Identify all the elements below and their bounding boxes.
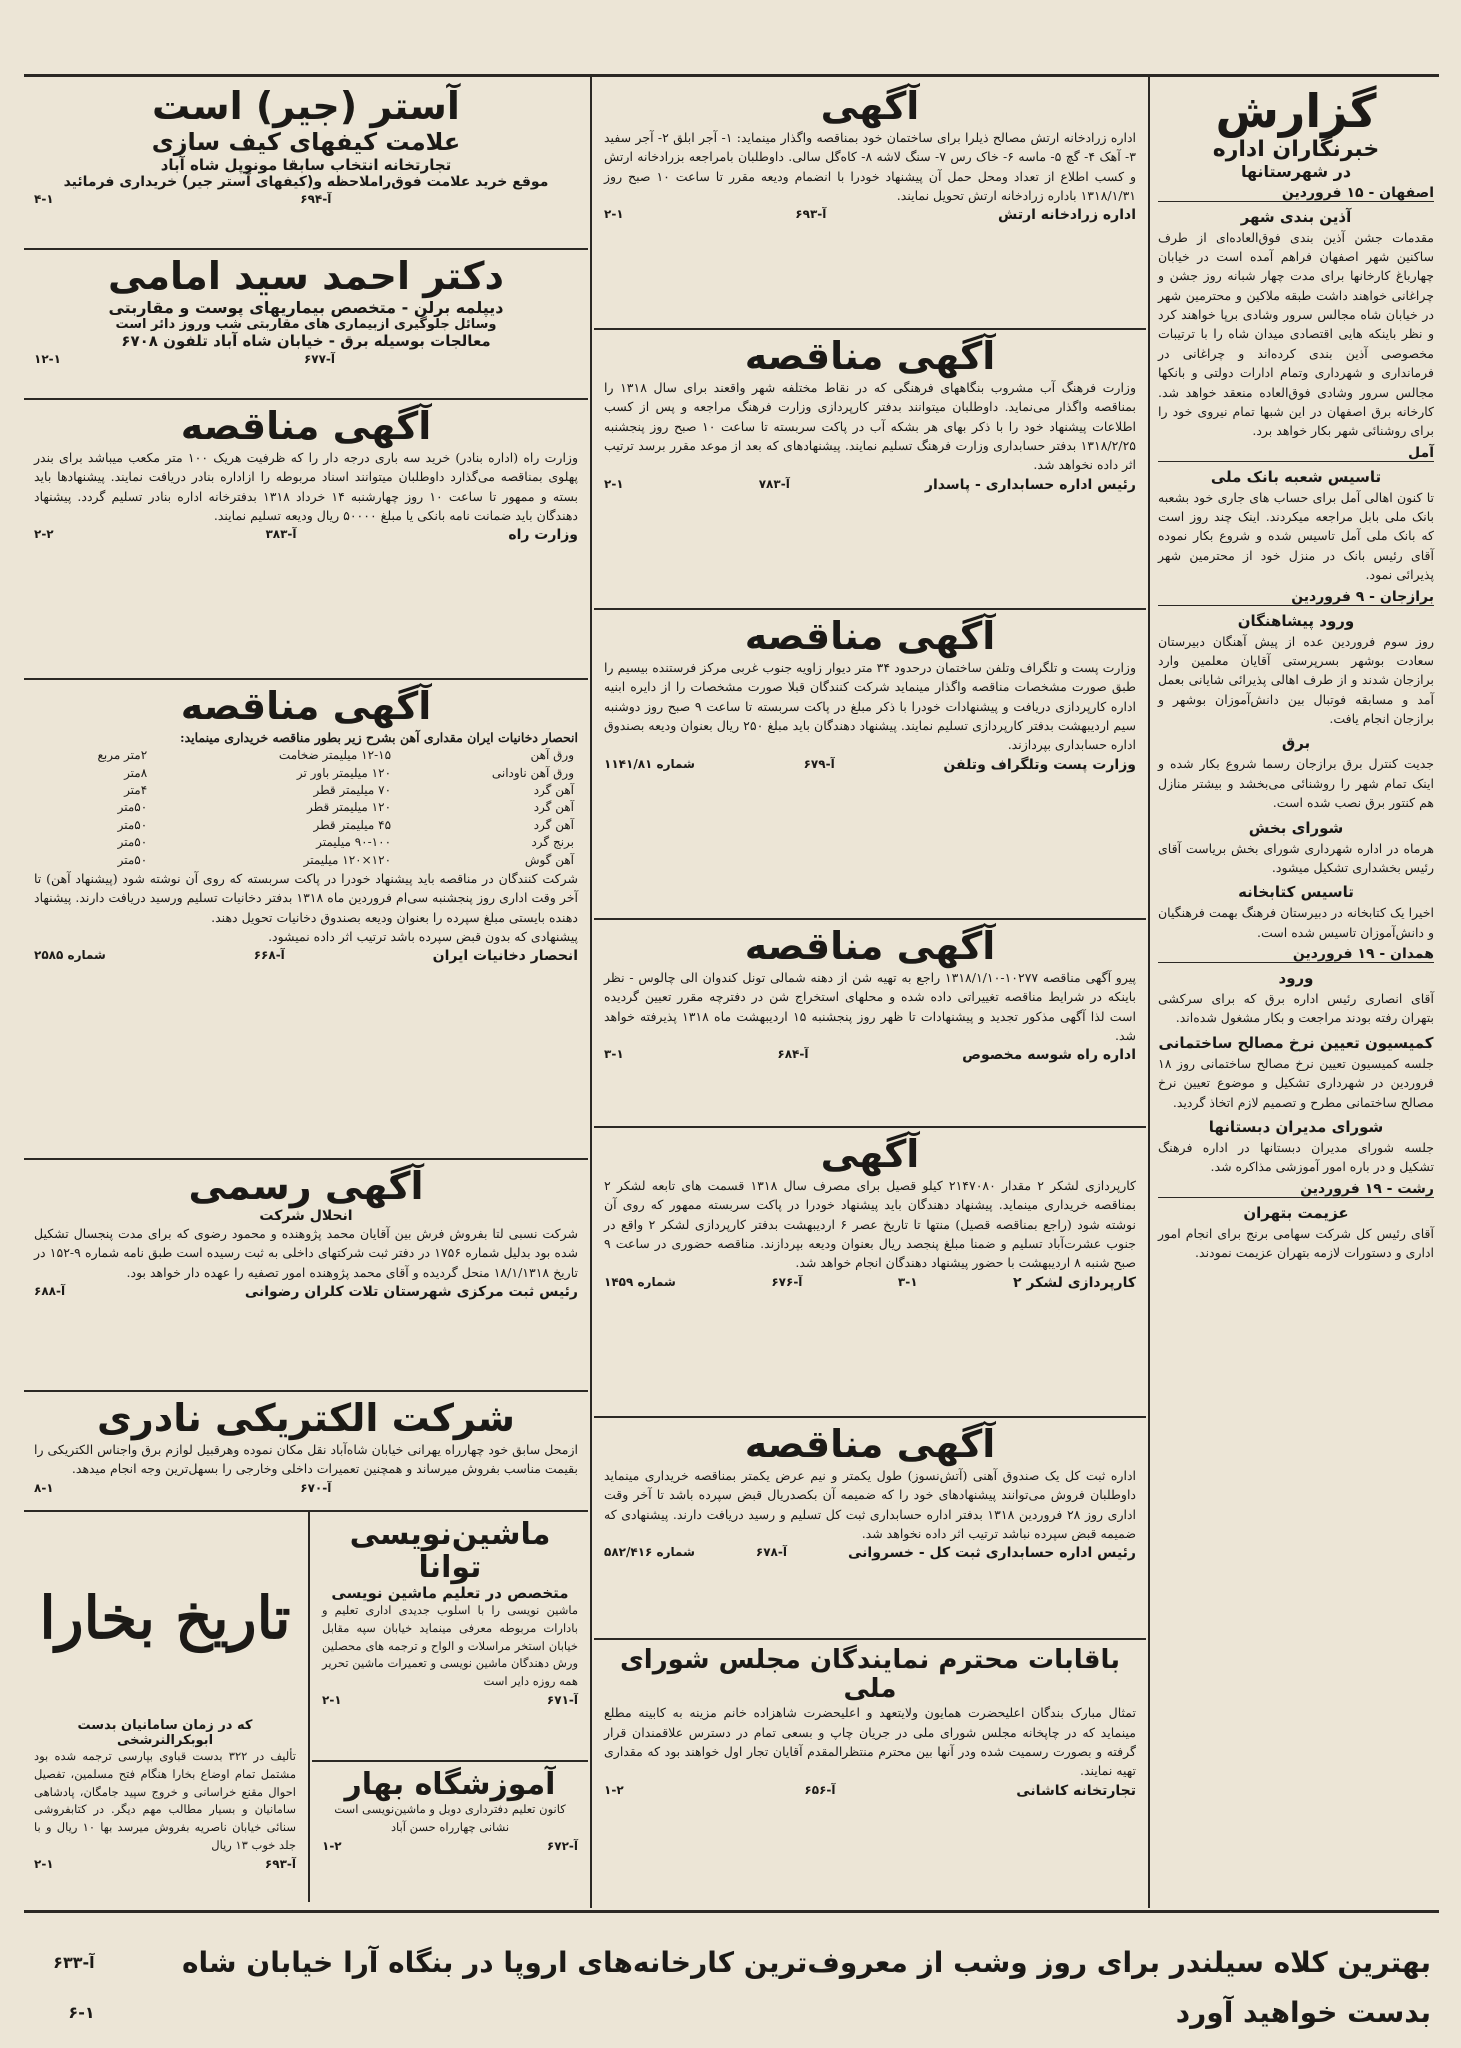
banner-text: بهترین کلاه سیلندر برای روز وشب از معروف‌ترین کارخانه‌های اروپا در بنگاه آرا خیابان شاه بدست خواهید آورد: [181, 1946, 1431, 2029]
ad-code: آ-۶۶۸: [253, 948, 285, 963]
price-table-cell: ورق آهن ناودانی: [491, 765, 574, 780]
ad-subtitle: متخصص در تعلیم ماشین نویسی: [331, 1584, 569, 1602]
column-rule-right: [1148, 76, 1150, 1908]
ad-aster: [24, 80, 588, 250]
ad-signer: رئیس ثبت مرکزی شهرستان تلات کلران رضوانی: [244, 1283, 578, 1300]
report-item-heading: ورود: [1278, 969, 1314, 988]
ad-signature: [34, 1481, 578, 1495]
price-table-cell: ۱۲۰×۱۲۰ میلیمتر: [303, 852, 392, 867]
price-table-row: [34, 817, 578, 834]
ad-line: وسائل جلوگیری ازبیماری های مقاربتی شب وروز دائر است: [115, 316, 497, 332]
ad-body: تألیف در ۳۲۲ بدست قباوی بپارسی ترجمه شده بود مشتمل تمام اوضاع بخارا هنگام فتح مسلمین، تفصیل احوال مقنع خراسانی و خروج سپید جامگان، پادشاهی سامانیان و بسیار مطالب مهم دیگر. در کتابفروشی سنائی خیابان ناصریه بفروش میرسد بها ۱۰ ریال و با جلد خوب ۱۳ ریال: [34, 1749, 296, 1853]
ad-post-tender: [594, 610, 1146, 920]
ad-doctor: [24, 250, 588, 400]
report-item-body: تا کنون اهالی آمل برای حساب های جاری خود بشعبه بانک ملی بابل مراجعه میکردند. اینک چند روز است که بانک ملی آمل تاسیس شده و شروع بکار نموده آقای رئیس بانک در منزل خود از محترمین شهر پذیرائی نمود.: [1158, 489, 1434, 583]
price-table-cell: ۱۲-۱۵ میلیمتر ضخامت: [278, 748, 392, 763]
price-table-cell: برنج گرد: [531, 835, 574, 850]
price-table-cell: ۵۰متر: [117, 800, 148, 815]
ad-logistics: [594, 1128, 1146, 1418]
ad-culture-tender: [594, 330, 1146, 610]
price-table-cell: ۵۰متر: [117, 852, 148, 867]
ad-subtitle: انحلال شرکت: [259, 1207, 353, 1224]
ad-signer: وزارت پست وتلگراف وتلفن: [943, 756, 1136, 773]
ad-signer: وزارت راه: [508, 527, 578, 544]
price-table-row: [34, 782, 578, 799]
ad-code: آ-۶۷۶: [771, 1274, 803, 1289]
report-item-body: اخیرا یک کتابخانه در دبیرستان فرهنگ بهمت فرهنگیان و دانش‌آموزان تاسیس شده است.: [1158, 905, 1434, 940]
left-column: [24, 80, 588, 1908]
ad-bahar-school: [312, 1762, 588, 1898]
price-table-row: [34, 747, 578, 764]
ad-code: آ-۶۷۰: [300, 1480, 332, 1495]
ad-signer: رئیس اداره حسابداری - پاسدار: [924, 476, 1136, 493]
ad-body: ماشین نویسی را با اسلوب جدیدی اداری تعلیم و بادارات مربوطه معرفی مینماید خیابان سپه مقابل خیابان استخر مراسلات و الواح و ترجمه های محصلین ورش دهندگان ماشین نویسی و تعمیرات ماشین تحریر همه روزه دایر است: [322, 1603, 578, 1689]
price-table-cell: ۷۰ میلیمتر قطر: [313, 782, 392, 797]
ad-code: آ-۷۸۳: [758, 476, 790, 491]
bottom-rule: [24, 1910, 1439, 1913]
ad-code-number: ۲-۱: [604, 476, 624, 491]
report-city-borazjan: برازجان - ۹ فروردین: [1158, 589, 1434, 606]
report-item-heading: ورود پیشاهنگان: [1237, 611, 1355, 630]
ad-body: وزارت راه (اداره بنادر) خرید سه باری درجه دار را که ظرفیت هریک ۱۰۰ متر مکعب میباشد برای بندر پهلوی بمناقصه می‌گذارد داوطلبان میتوانند اسناد مربوطه را ازاداره بنادر دریافت نمایند. پیشنهادها باید بسته و ممهور تا ساعت ۱۰ روز چهارشنبه ۱۴ خرداد ۱۳۱۸ بدفترخانه اداره بنادر تسلیم گردد. پیشنهاد دهندگان باید ضمانت نامه بانکی یا مبلغ ۵۰۰۰۰ ریال ودیعه تسلیم نمایند.: [34, 449, 578, 523]
banner-code-ad: آ-۶۳۳: [53, 1953, 95, 1972]
ad-intro: انحصار دخانیات ایران مقداری آهن بشرح زیر بطور مناقصه خریداری مینماید:: [179, 729, 578, 745]
ad-army-arsenal: [594, 80, 1146, 330]
ad-code-number: ۱-۲: [322, 1838, 342, 1853]
report-item-body: روز سوم فروردین عده از پیش آهنگان دبیرستان سعادت بوشهر بسرپرستی آقایان معلمین وارد برازجان شدند و از طرف اهالی پذیرائی شایانی بعمل آمد و مسابقه فوتبال بین دانش‌آموزان بوشهر و برازجان انجام یافت.: [1158, 633, 1434, 727]
ad-code-serial: شماره ۱۴۵۹: [604, 1274, 676, 1289]
ad-code-number: شماره ۵۸۲/۴۱۶: [604, 1545, 695, 1560]
ad-tobacco-tender: [24, 680, 588, 1160]
ad-body: کارپردازی لشکر ۲ مقدار ۲۱۴۷۰۸۰ کیلو قصیل برای مصرف سال ۱۳۱۸ قسمت های تابعه لشکر ۲ بمناقصه خریداری مینماید. پیشنهاد دهندگان باید پیشنهاد خودرا در پاکت سربسته ممهور که روی آن نوشته شود (راجع بمناقصه قصیل) منتها تا تاریخ عصر ۶ اردیبهشت بدفتر کارپردازی لشکر ۲ واقع در جنوب عشرت‌آباد تسلیم و ضمنا مبلغ پنجصد ریال بعنوان ودیعه بپردازند. مناقصه حضوری در ساعت ۹ صبح شنبه ۸ اردیبهشت با حضور پیشنهاد دهندگان انجام خواهد شد.: [604, 1177, 1136, 1271]
ad-code: آ-۶۹۳: [795, 207, 827, 222]
ad-tarikh-bukhara: [24, 1512, 306, 1902]
ad-signature: [604, 1275, 1136, 1291]
ad-code-number: ۸-۱: [34, 1480, 54, 1495]
ad-title: شرکت الکتریکی نادری: [97, 1396, 515, 1440]
report-item-heading: تاسیس شعبه بانک ملی: [1210, 467, 1382, 486]
ad-code: آ-۶۹۴: [300, 191, 332, 206]
price-table-cell: ۴۵ میلیمتر قطر: [313, 817, 392, 832]
ad-roads-tender: [594, 920, 1146, 1128]
ad-code-number: ۳-۱: [604, 1047, 624, 1062]
ad-signature: [604, 1783, 1136, 1799]
report-city-hamadan: همدان - ۱۹ فروردین: [1158, 946, 1434, 963]
ad-signature: [604, 1047, 1136, 1063]
ad-signature: [34, 1857, 296, 1871]
bottom-banner: [30, 1938, 1431, 2029]
ad-signer: انحصار دخانیات ایران: [432, 948, 578, 965]
ad-line: علامت کیفهای کیف سازی: [151, 127, 461, 156]
price-table-cell: ۸متر: [124, 765, 148, 780]
ad-road-tender: [24, 400, 588, 680]
report-item-heading: عزیمت بتهران: [1243, 1203, 1349, 1222]
ad-title: آگهی مناقصه: [180, 684, 432, 728]
ad-body: پیرو آگهی مناقصه ۱۰۲۷۷-۱۳۱۸/۱/۱۰ راجع به تهیه شن از دهنه شمالی تونل کندوان الی چالوس - نظر باینکه در شرایط مناقصه تغییراتی داده شده و محلهای استخراج شن در دفترچه مقرر تعیین گردیده است لذا آگهی مذکور تجدید و پیشنهادات تا ظهر روز پنجشنبه ۱۵ اردیبهشت ماه ۱۳۱۸ پذیرفته خواهد شد.: [604, 969, 1136, 1043]
ad-title: باقابات محترم نمایندگان مجلس شورای ملی: [619, 1645, 1121, 1704]
report-item-body: جلسه شورای مدیران دبستانها در اداره فرهنگ تشکیل و در باره امور آموزشی مذاکره شد.: [1158, 1139, 1434, 1175]
ad-body: کانون تعلیم دفترداری دوبل و ماشین‌نویسی است نشانی چهارراه حسن آباد: [334, 1802, 566, 1834]
ad-code-number: ۲-۱: [604, 207, 624, 222]
ad-title: آگهی: [820, 1132, 920, 1176]
ad-title: آگهی مناقصه: [744, 614, 996, 658]
price-table-cell: ۵۰متر: [117, 835, 148, 850]
ad-line: موقع خرید علامت فوق‌راملاحظه و(کیفهای آستر جیر) خریداری فرمائید: [63, 173, 549, 190]
price-table-row: [34, 852, 578, 869]
ad-nadery: [24, 1392, 588, 1512]
price-table-row: [34, 834, 578, 851]
price-table-cell: آهن گرد: [533, 817, 574, 832]
ad-signature: [34, 352, 578, 366]
ad-body: ازمحل سابق خود چهارراه یهرانی خیابان شاه‌آباد نقل مکان نموده وهرقبیل لوازم برق واجناس الکتریکی را بقیمت مناسب بفروش میرساند و همچنین تعمیرات داخلی وخارجی را بسهل‌ترین وجه انجام میدهد.: [34, 1441, 578, 1477]
ad-code-number: شماره ۱۱۴۱/۸۱: [604, 756, 695, 771]
ad-signature: [604, 1545, 1136, 1561]
report-city-amol: آمل: [1158, 445, 1434, 462]
report-item-heading: کمیسیون تعیین نرخ مصالح ساختمانی: [1158, 1033, 1434, 1052]
middle-column: [594, 80, 1146, 1908]
price-table-cell: ۵۰متر: [117, 817, 148, 832]
ad-title: آگهی مناقصه: [180, 404, 432, 448]
ad-code-number: شماره ۲۵۸۵: [34, 948, 106, 963]
ad-code-number: ۴-۱: [34, 191, 54, 206]
ad-signer: کارپردازی لشکر ۲: [1013, 1274, 1136, 1291]
ad-line: تجارتخانه انتخاب سابقا مونوپل شاه آباد: [160, 155, 452, 174]
report-item-heading: آذین بندی شهر: [1240, 207, 1352, 226]
report-title: گزارش: [1215, 84, 1377, 138]
ad-signer: رئیس اداره حسابداری ثبت کل - خسروانی: [847, 1545, 1136, 1562]
ad-typing-school: [312, 1512, 588, 1762]
price-table-cell: ۹۰-۱۰۰ میلیمتر: [316, 835, 392, 850]
ad-body: وزارت پست و تلگراف وتلفن ساختمان درحدود ۳۴ متر دیوار زاویه جنوب غربی مرکز فرستنده بیسیم را طبق صورت مشخصات مناقصه واگذار مینماید شرکت کنندگان قبلا صورت مشخصات را از دایره ابنیه اداره کارپردازی دریافت و پیشنهادات خودرا با ذکر مبلغ در پاکت سربسته تا ساعت ۹ صبح روز دوشنبه سیم اردیبهشت بدفتر کارپردازی تسلیم نمایند. پیشنهاد دهندگان باید مبلغ ۲۵۰ ریال بعنوان ودیعه بصندوق اداره حسابداری بپردازند.: [604, 659, 1136, 753]
ad-title: آگهی مناقصه: [744, 924, 996, 968]
ad-note: پیشنهادی که بدون قبض سپرده باشد ترتیب اثر داده نمیشود.: [268, 929, 578, 945]
report-item-heading: تاسیس کتابخانه: [1238, 883, 1354, 902]
report-item-body: مقدمات جشن آذین بندی فوق‌العاده‌ای از طرف ساکنین شهر اصفهان فراهم آمده است در خیابان چهارباغ کارخانها برای مدت چهار شبانه روز جشن و چراغانی خواهند داشت طبقه ملاکین و محترمین شهر در خیابان شاه مجالس سرور وشادی برپا خواهند کرد و نظر باینکه هایی اقتصادی میدان شاه را با ترتیبات مخصوصی آذین بندی کرده‌اند و چراغانی در فرمانداری و شهرداری وتمام ادارات دولتی و بانکها مجالس سرور وشادی فوق‌العاده منعقد خواهد شد. کارخانه برق اصفهان در این شبها تمام نیروی خود را برای روشنائی شهر بکار خواهد برد.: [1158, 229, 1434, 439]
report-city-isfahan: اصفهان - ۱۵ فروردین: [1158, 185, 1434, 202]
ad-title: دکتر احمد سید امامی: [108, 254, 504, 298]
ad-title: آگهی رسمی: [188, 1164, 424, 1208]
ad-body: اداره ثبت کل یک صندوق آهنی (آتش‌نسوز) طول یکمتر و نیم عرض یکمتر بمناقصه خریداری مینماید داوطلبان فروش می‌توانند پیشنهادهای خود را که ضمیمه آن بکصدریال قبض سپرده باشد تا آخر وقت اداری روز ۲۸ فروردین ۱۳۱۸ بدفتر اداره حسابداری ثبت کل تسلیم و رسید دریافت دارند. پیشنهادی که ضمیمه قبض سپرده نباشد ترتیب اثر داده نخواهد شد.: [604, 1467, 1136, 1541]
ad-title: تاریخ بخارا: [39, 1583, 291, 1652]
ad-signature: [34, 948, 578, 964]
price-table-row: [34, 765, 578, 782]
ad-subtitle: که در زمان سامانیان بدست ابوبکرالنرشخی: [77, 1718, 253, 1748]
ad-official: [24, 1160, 588, 1392]
ad-majlis: [594, 1640, 1146, 1900]
column-rule-middle: [590, 76, 592, 1908]
ad-body: شرکت نسبی لتا بفروش فرش بین آقایان محمد پژوهنده و محمود رضوی که برای مدت پنجسال تشکیل شده بود بدلیل شماره ۱۷۵۶ در دفتر ثبت شرکتهای داخلی به ثبت رسیده است طبق نامه شماره ۹-۱۵۲ در تاریخ ۱۸/۱/۱۳۱۸ منحل گردیده و آقای محمد پژوهنده امور تصفیه را عهده دار خواهد بود.: [34, 1225, 578, 1280]
ad-body: وزارت فرهنگ آب مشروب بنگاههای فرهنگی که در نقاط مختلفه شهر واقعند برای سال ۱۳۱۸ را بمناقصه واگذار می‌نماید. داوطلبان میتوانند بدفتر کارپردازی وزارت فرهنگ مراجعه و پس از کسب اطلاعات پیشنهاد خود را با ذکر بهای هر بشکه آب در پاکت سربسته تا ساعت ۱۰ صبح روز پنجشنبه ۱۳۱۸/۲/۲۵ بدفتر حسابداری وزارت فرهنگ تسلیم نمایند. پیشنهادهای که بعد از موعد مقرر برسد ترتیب اثر داده نخواهد شد.: [604, 379, 1136, 473]
ad-signer: اداره راه شوسه مخصوص: [962, 1047, 1136, 1064]
price-table-cell: ۲متر مربع: [97, 748, 148, 763]
ad-line: دیپلمه برلن - متخصص بیماریهای پوست و مقاربتی: [108, 297, 504, 317]
ad-code-number: ۳-۱: [897, 1274, 918, 1289]
price-table-cell: ورق آهن: [530, 748, 574, 763]
bottom-right-sub: [312, 1512, 588, 1902]
ad-code: آ-۶۷۱: [546, 1693, 578, 1708]
ad-signature: [34, 527, 578, 543]
price-table-cell: آهن گوش: [524, 852, 574, 867]
ad-registry-tender: [594, 1418, 1146, 1640]
price-table-cell: آهن گرد: [533, 782, 574, 797]
ad-code-number: ۲-۱: [322, 1693, 342, 1708]
ad-title: ماشین‌نویسی توانا: [349, 1517, 551, 1585]
price-table-cell: ۱۲۰ میلیمتر باور تر: [296, 765, 392, 780]
ad-body: تمثال مبارک بندگان اعلیحضرت همایون ولایتعهد و اعلیحضرت شاهزاده خانم مزینه به کابینه مطلع مینماید که در چاپخانه مجلس شورای ملی در جریان چاپ و بسعی تمام در دسترس علاقمندان قرار گرفته و بصورت رسمیت شده ودر آنها بین محترم منتظرالمقدم آقایان تجار اول خواهند بود که مقداری تهیه نمایند.: [604, 1705, 1136, 1779]
bottom-left-block: [24, 1512, 588, 1902]
ad-code: آ-۳۸۳: [265, 527, 297, 542]
ad-line: معالجات بوسیله برق - خیابان شاه آباد تلفون ۶۷۰۸: [121, 331, 491, 350]
ad-signer: اداره زرادخانه ارتش: [998, 207, 1136, 224]
ad-signer: تجارتخانه کاشانی: [1016, 1782, 1136, 1799]
ad-code-number: ۱۲-۱: [34, 351, 61, 366]
ad-code: آ-۶۸۸: [34, 1283, 66, 1298]
report-item-heading: برق: [1281, 734, 1311, 753]
ad-code-number: ۲-۲: [34, 527, 54, 542]
ad-signature: [604, 477, 1136, 493]
report-item-body: جلسه کمیسیون تعیین نرخ مصالح ساختمانی روز ۱۸ فروردین در شهرداری تشکیل و موضوع تعیین نرخ مصالح ساختمانی مطرح و تصمیم لازم اتخاذ گردید.: [1158, 1055, 1434, 1110]
ad-signature: [322, 1839, 578, 1853]
ad-code: آ-۶۹۳: [264, 1856, 296, 1871]
ad-signature: [34, 1284, 578, 1300]
ad-title: آموزشگاه بهار: [344, 1767, 556, 1802]
ad-code: آ-۶۷۸: [755, 1545, 787, 1560]
banner-code: [30, 1938, 95, 2022]
report-item-body: آقای انصاری رئیس اداره برق که برای سرکشی بتهران رفته بودند مراجعت و بکار مشغول شده‌اند.: [1158, 991, 1434, 1026]
ad-title: آگهی مناقصه: [744, 334, 996, 378]
report-item-heading: شورای بخش: [1248, 818, 1344, 837]
top-rule: [24, 74, 1439, 77]
price-table: [34, 747, 578, 869]
ad-code: آ-۶۷۷: [303, 351, 336, 366]
price-table-cell: آهن گرد: [533, 800, 574, 815]
report-city-rasht: رشت - ۱۹ فروردین: [1158, 1181, 1434, 1198]
report-subtitle-cities: در شهرستانها: [1240, 161, 1352, 181]
ad-signature: [604, 757, 1136, 773]
ad-signature: [322, 1693, 578, 1707]
ad-title: آگهی مناقصه: [744, 1422, 996, 1466]
bottom-left-divider: [308, 1512, 310, 1902]
ad-body: اداره زرادخانه ارتش مصالح ذیلرا برای ساختمان خود بمناقصه واگذار مینماید: ۱- آجر ابلق ۲- آجر سفید ۳- آهک ۴- گچ ۵- ماسه ۶- خاک رس ۷- سنگ لاشه ۸- کاه‌گل سالی. داوطلبان بامراجعه بزرادخانه ارتش و کسب اطلاع از تعداد ومحل حمل آن پیشنهاد خودرا با انضمام ودیعه مقرر تا ساعت ۱۰ صبح روز ۱۳۱۸/۱/۳۱ باداره زرادخانه ارتش تحویل نمایند.: [604, 129, 1136, 203]
price-table-cell: ۱۲۰ میلیمتر قطر: [307, 800, 392, 815]
ad-code: آ-۶۷۲: [546, 1838, 578, 1853]
ad-title: آگهی: [820, 84, 920, 128]
report-item-body: جدیت کنترل برق برازجان رسما شروع بکار شده و اینک تمام شهر را روشنائی می‌بخشد و بیشتر منازل هم کنتور برق نصب شده است.: [1158, 756, 1434, 811]
report-subtitle: خبرنگاران اداره: [1212, 136, 1380, 162]
report-column: [1152, 82, 1440, 1904]
price-table-cell: ۴متر: [124, 782, 148, 797]
report-item-heading: شورای مدیران دبستانها: [1208, 1117, 1384, 1136]
ad-signature: [34, 192, 578, 206]
report-item-body: هرماه در اداره شهرداری شورای بخش بریاست آقای رئیس بخشداری تشکیل میشود.: [1158, 840, 1434, 875]
ad-code-number: ۱-۲: [604, 1782, 624, 1797]
price-table-row: [34, 799, 578, 816]
ad-code: آ-۶۵۶: [804, 1782, 836, 1797]
ad-code: آ-۶۸۴: [777, 1047, 809, 1062]
report-item-body: آقای رئیس کل شرکت سهامی برنج برای انجام امور اداری و دستورات لازمه بتهران عزیمت نمودند.: [1158, 1225, 1434, 1261]
ad-signature: [604, 207, 1136, 223]
ad-code: آ-۶۷۹: [803, 756, 835, 771]
ad-title: آستر (جیر) است: [152, 84, 460, 128]
ad-code-number: ۲-۱: [34, 1856, 54, 1871]
banner-code-number: ۱-۶: [68, 2003, 95, 2022]
ad-body: شرکت کنندگان در مناقصه باید پیشنهاد خودرا در پاکت سربسته که روی آن نوشته شود (پیشنهاد آهن) تا آخر وقت اداری روز پنجشنبه سی‌ام فروردین ماه ۱۳۱۸ بدفتر دخانیات تسلیم ورسید دریافت دارند. پیشنهاد دهنده بایستی مبلغ سپرده را بعنوان ودیعه بصندوق دخانیات تحویل دهند.: [34, 870, 578, 925]
